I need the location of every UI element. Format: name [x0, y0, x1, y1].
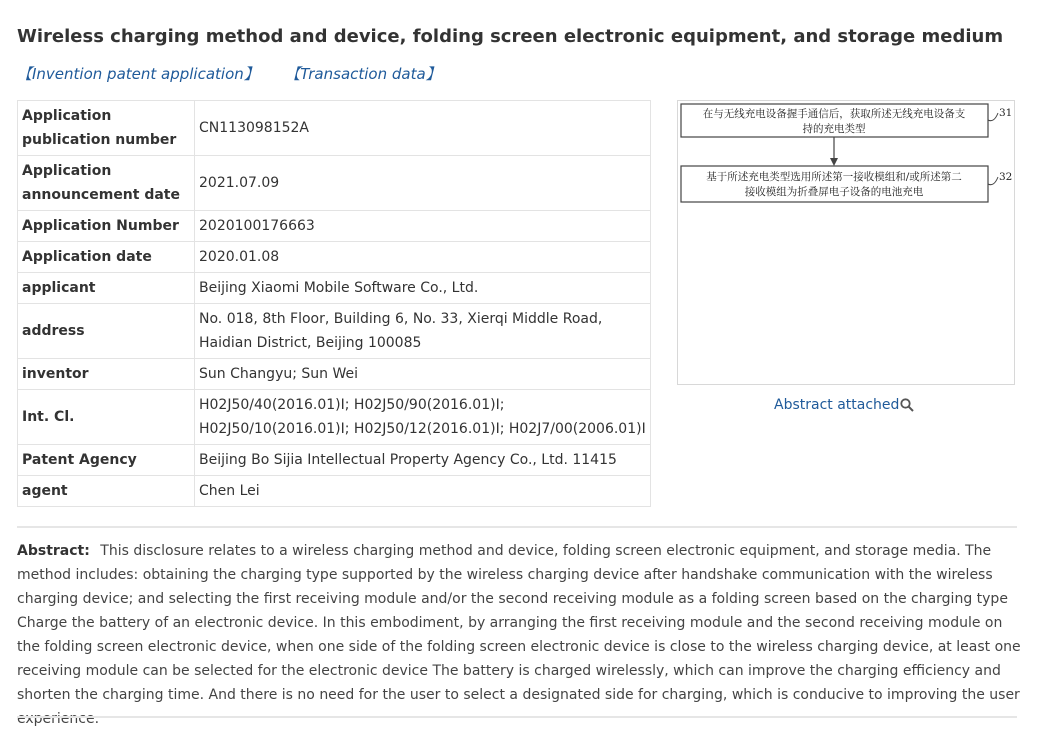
abstract-figure[interactable]	[677, 100, 1015, 385]
row-value: 2021.07.09	[195, 156, 651, 211]
row-value: 2020.01.08	[195, 242, 651, 273]
row-value: Beijing Xiaomi Mobile Software Co., Ltd.	[195, 273, 651, 304]
row-value: 2020100176663	[195, 211, 651, 242]
abstract-attached-label: Abstract attached	[774, 397, 900, 413]
step-31-text-line1: 在与无线充电设备握手通信后，获取所述无线充电设备支	[702, 108, 966, 120]
patent-info-table	[17, 100, 651, 507]
table-row	[18, 390, 651, 445]
flowchart-diagram	[678, 101, 1014, 384]
flow-arrow-head	[830, 158, 838, 166]
transaction-data-link[interactable]: 【Transaction data】	[292, 65, 441, 83]
abstract-label: Abstract:	[17, 543, 90, 559]
row-label: Application announcement date	[18, 156, 195, 211]
table-row	[18, 476, 651, 507]
table-row	[18, 273, 651, 304]
abstract-section	[17, 539, 1022, 731]
step-31-leader	[988, 113, 998, 121]
row-label: Patent Agency	[18, 445, 195, 476]
step-31-text-line2: 持的充电类型	[802, 123, 866, 135]
abstract-attached-link[interactable]	[774, 397, 915, 413]
row-value: CN113098152A	[195, 101, 651, 156]
row-value: H02J50/40(2016.01)I; H02J50/90(2016.01)I; H02J50/10(2016.01)I; H02J50/12(2016.01)I; H02J7/00(2006.01)I	[195, 390, 651, 445]
row-label: applicant	[18, 273, 195, 304]
page-title: Wireless charging method and device, folding screen electronic equipment, and storage medium	[17, 26, 1004, 47]
table-row	[18, 445, 651, 476]
magnifier-icon	[899, 397, 915, 413]
table-row	[18, 156, 651, 211]
row-label: Int. Cl.	[18, 390, 195, 445]
row-value: Sun Changyu; Sun Wei	[195, 359, 651, 390]
row-label: agent	[18, 476, 195, 507]
row-label: Application Number	[18, 211, 195, 242]
step-32-leader	[988, 177, 998, 185]
row-label: Application date	[18, 242, 195, 273]
row-value: Beijing Bo Sijia Intellectual Property Agency Co., Ltd. 11415	[195, 445, 651, 476]
row-label: inventor	[18, 359, 195, 390]
table-row	[18, 211, 651, 242]
abstract-text: This disclosure relates to a wireless charging method and device, folding screen electronic equipment, and storage media. The method includes: obtaining the charging type supported by the wireless charging device after handshake communication with the wireless charging device; and selecting the first receiving module and/or the second receiving module as a folding screen based on the charging type Charge the battery of an electronic device. In this embodiment, by arranging the first receiving module and the second receiving module on the folding screen electronic device, when one side of the folding screen electronic device is close to the wireless charging device, at least one receiving module can be selected for the electronic device The battery is charged wirelessly, which can improve the charging efficiency and shorten the charging time. And there is no need for the user to select a designated side for charging, which is conducive to improving the user experience.	[17, 543, 1021, 727]
invention-patent-link[interactable]: 【Invention patent application】	[17, 65, 259, 83]
table-row	[18, 359, 651, 390]
step-32-text-line2: 接收模组为折叠屏电子设备的电池充电	[744, 186, 924, 198]
row-label: address	[18, 304, 195, 359]
row-value: Chen Lei	[195, 476, 651, 507]
divider-top	[17, 526, 1017, 528]
step-32-ref: 32	[999, 171, 1013, 183]
step-32-text-line1: 基于所述充电类型选用所述第一接收模组和/或所述第二	[706, 171, 962, 183]
row-label: Application publication number	[18, 101, 195, 156]
table-row	[18, 101, 651, 156]
table-row	[18, 304, 651, 359]
row-value: No. 018, 8th Floor, Building 6, No. 33, Xierqi Middle Road, Haidian District, Beijing 100085	[195, 304, 651, 359]
divider-bottom	[17, 716, 1017, 718]
header-links	[17, 63, 441, 84]
table-row	[18, 242, 651, 273]
step-31-ref: 31	[999, 107, 1013, 119]
